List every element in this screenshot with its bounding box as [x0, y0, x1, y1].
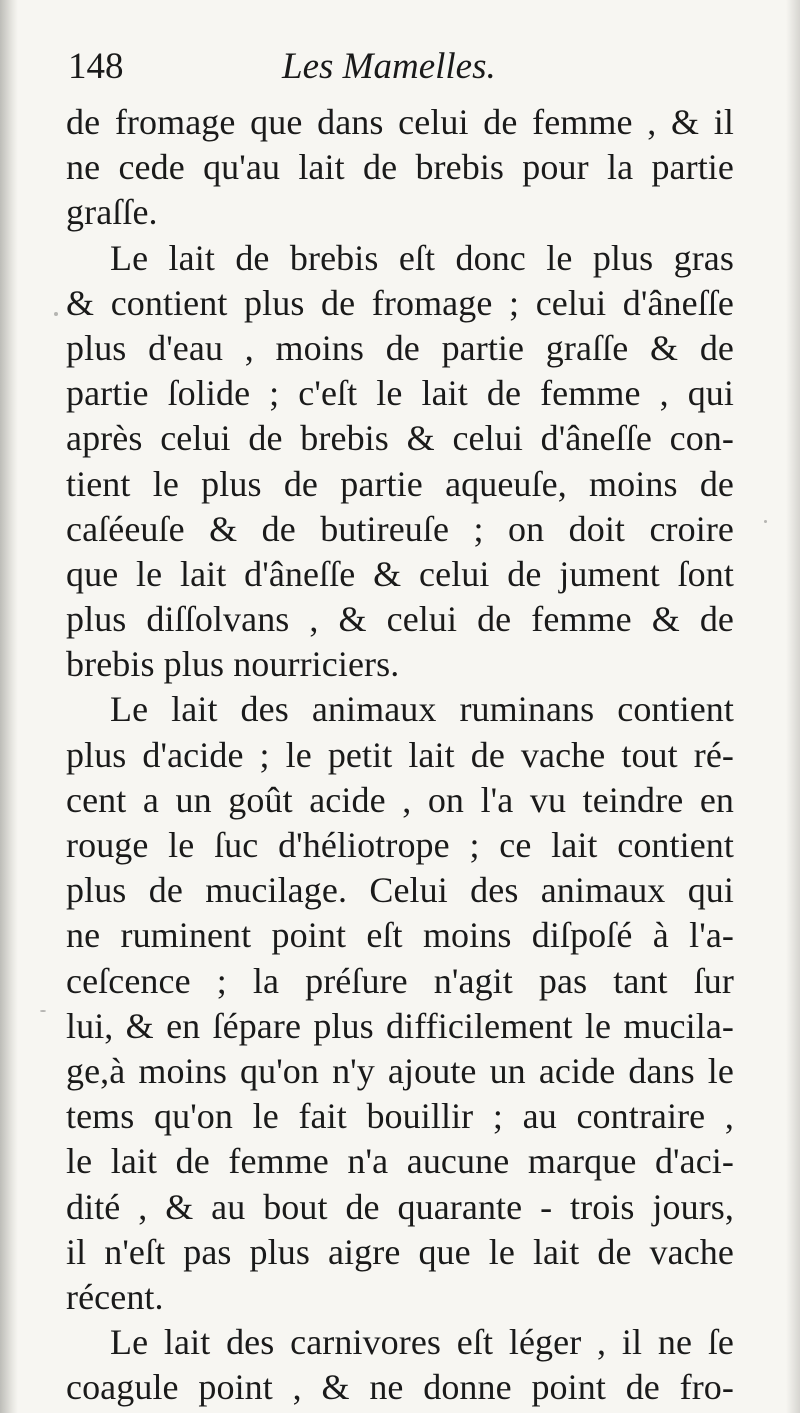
text-line: tient le plus de partie aqueuſe, moins de: [66, 463, 734, 504]
running-head: [68, 44, 728, 90]
text-line: ne cede qu'au lait de brebis pour la partie: [66, 147, 734, 188]
text-line: Le lait des carnivores eſt léger , il ne ſe: [110, 1322, 734, 1363]
text-line: & contient plus de fromage ; celui d'âneſſe: [66, 282, 734, 323]
ink-speck: [40, 1010, 46, 1012]
text-line: Le lait des animaux ruminans contient: [110, 689, 734, 730]
running-title: Les Mamelles.: [282, 46, 496, 87]
ink-speck: [54, 312, 58, 316]
text-line: graſſe.: [66, 192, 158, 233]
text-line: brebis plus nourriciers.: [66, 644, 400, 685]
text-line: partie ſolide ; c'eſt le lait de femme , qui: [66, 373, 734, 414]
text-line: rouge le ſuc d'héliotrope ; ce lait contient: [66, 825, 734, 865]
text-line: dité , & au bout de quarante - trois jours,: [66, 1186, 734, 1227]
page-left-edge-shadow: [0, 0, 18, 1413]
page-right-edge-shadow: [786, 0, 800, 1413]
text-line: après celui de brebis & celui d'âneſſe con-: [66, 418, 734, 459]
text-line: il n'eſt pas plus aigre que le lait de vache: [66, 1231, 734, 1272]
text-line: plus d'eau , moins de partie graſſe & de: [66, 327, 734, 368]
text-line: plus de mucilage. Celui des animaux qui: [66, 870, 734, 911]
text-line: ge,à moins qu'on n'y ajoute un acide dans le: [66, 1050, 734, 1091]
text-line: de fromage que dans celui de femme , & il: [66, 102, 734, 142]
text-line: coagule point , & ne donne point de fro-: [66, 1367, 734, 1408]
text-line: le lait de femme n'a aucune marque d'aci-: [66, 1141, 734, 1182]
text-line: plus diſſolvans , & celui de femme & de: [66, 599, 734, 640]
text-line: caſéeuſe & de butireuſe ; on doit croire: [66, 508, 734, 549]
text-line: plus d'acide ; le petit lait de vache tout ré-: [66, 734, 734, 775]
text-line: ne ruminent point eſt moins diſpoſé à l'a-: [66, 915, 734, 956]
text-line: ceſcence ; la préſure n'agit pas tant ſur: [66, 960, 734, 1001]
ink-speck: [764, 520, 767, 523]
text-line: lui, & en ſépare plus difficilement le mucila-: [66, 1005, 734, 1046]
text-line: tems qu'on le fait bouillir ; au contraire ,: [66, 1096, 734, 1137]
text-line: Le lait de brebis eſt donc le plus gras: [110, 237, 734, 278]
page-number: 148: [68, 46, 124, 87]
body-text: [66, 100, 734, 1410]
text-line: que le lait d'âneſſe & celui de jument ſont: [66, 553, 734, 594]
text-line: récent.: [66, 1276, 164, 1317]
text-line: cent a un goût acide , on l'a vu teindre en: [66, 779, 734, 820]
